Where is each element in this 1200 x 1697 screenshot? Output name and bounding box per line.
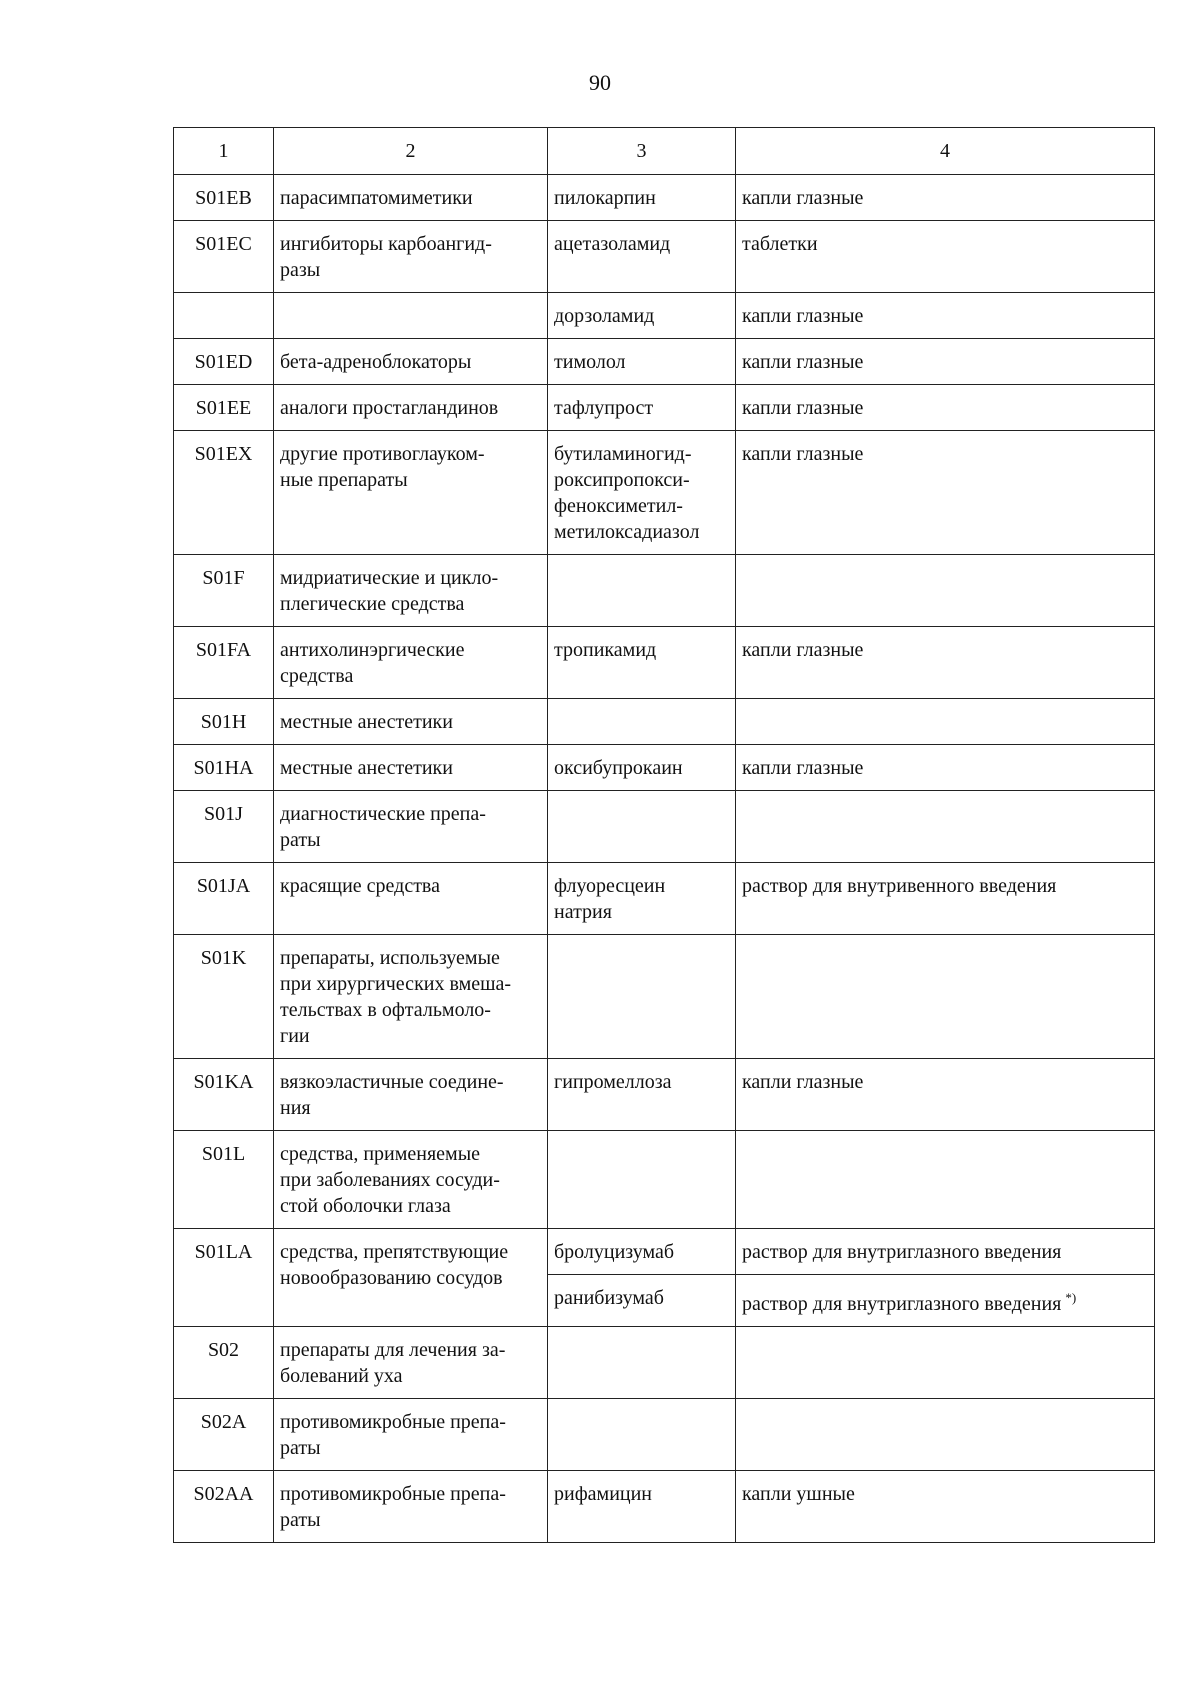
drug-line: феноксиметил- [554, 495, 683, 517]
drug-cell [548, 431, 736, 555]
drug-cell: бролуцизумаб [548, 1229, 736, 1275]
form-cell: таблетки [736, 221, 1155, 293]
form-cell [736, 1131, 1155, 1229]
group-line: бета-адреноблокаторы [280, 351, 472, 373]
form-cell: капли глазные [736, 339, 1155, 385]
form-cell [736, 1399, 1155, 1471]
form-cell: капли глазные [736, 431, 1155, 555]
group-line: препараты для лечения за- [280, 1339, 506, 1361]
table-row [174, 699, 1155, 745]
table-row [174, 1229, 1155, 1275]
group-line: аналоги простагландинов [280, 397, 499, 419]
group-line: диагностические препа- [280, 803, 486, 825]
group-line: противомикробные препа- [280, 1483, 506, 1505]
table-row [174, 1399, 1155, 1471]
group-line: гии [280, 1025, 310, 1047]
group-cell [274, 293, 548, 339]
group-cell [274, 339, 548, 385]
group-line: плегические средства [280, 593, 465, 615]
drug-cell [548, 1327, 736, 1399]
form-cell: капли ушные [736, 1471, 1155, 1543]
group-cell [274, 935, 548, 1059]
drug-line: дорзоламид [554, 305, 655, 327]
header-cell-1: 1 [174, 128, 274, 175]
group-line: разы [280, 259, 321, 281]
form-cell: раствор для внутривенного введения [736, 863, 1155, 935]
drug-line: рифамицин [554, 1483, 653, 1505]
group-line: другие противоглауком- [280, 443, 485, 465]
drug-line: роксипропокси- [554, 469, 690, 491]
form-cell [736, 555, 1155, 627]
group-line: местные анестетики [280, 711, 453, 733]
code-cell: S01FA [174, 627, 274, 699]
form-cell [736, 1327, 1155, 1399]
code-cell: S01ED [174, 339, 274, 385]
header-cell-4: 4 [736, 128, 1155, 175]
group-cell [274, 699, 548, 745]
table-row [174, 1471, 1155, 1543]
form-cell [736, 791, 1155, 863]
group-line: новообразованию сосудов [280, 1267, 503, 1289]
footnote-mark: *) [1065, 1290, 1077, 1305]
drug-table [173, 127, 1155, 1543]
group-line: ния [280, 1097, 311, 1119]
group-cell [274, 1059, 548, 1131]
table-row [174, 791, 1155, 863]
group-cell [274, 385, 548, 431]
group-line: тельствах в офтальмоло- [280, 999, 491, 1021]
drug-line: тропикамид [554, 639, 657, 661]
table-row [174, 1327, 1155, 1399]
group-cell [274, 1327, 548, 1399]
group-line: раты [280, 1509, 321, 1531]
form-cell: капли глазные [736, 627, 1155, 699]
drug-cell [548, 1131, 736, 1229]
drug-cell [548, 627, 736, 699]
group-line: раты [280, 829, 321, 851]
table-row [174, 627, 1155, 699]
group-line: противомикробные препа- [280, 1411, 506, 1433]
group-cell [274, 627, 548, 699]
group-line: красящие средства [280, 875, 440, 897]
drug-cell: ранибизумаб [548, 1275, 736, 1327]
code-cell: S01EE [174, 385, 274, 431]
drug-line: гипромеллоза [554, 1071, 672, 1093]
group-cell [274, 431, 548, 555]
code-cell: S01J [174, 791, 274, 863]
code-cell: S01JA [174, 863, 274, 935]
table-row [174, 221, 1155, 293]
group-cell [274, 555, 548, 627]
group-cell [274, 863, 548, 935]
group-line: средства, препятствующие [280, 1241, 509, 1263]
code-cell: S01KA [174, 1059, 274, 1131]
drug-cell [548, 1399, 736, 1471]
drug-line: бутиламиногид- [554, 443, 692, 465]
code-cell: S01K [174, 935, 274, 1059]
drug-cell [548, 221, 736, 293]
table-row [174, 1059, 1155, 1131]
form-cell: капли глазные [736, 745, 1155, 791]
form-cell [736, 699, 1155, 745]
group-line: ингибиторы карбоангид- [280, 233, 492, 255]
form-text: раствор для внутриглазного введения [742, 1293, 1062, 1315]
drug-cell [548, 1471, 736, 1543]
drug-cell [548, 555, 736, 627]
table-body [174, 128, 1155, 1543]
code-cell: S01HA [174, 745, 274, 791]
drug-cell [548, 1059, 736, 1131]
drug-cell [548, 385, 736, 431]
group-cell [274, 1399, 548, 1471]
group-line: местные анестетики [280, 757, 453, 779]
table-row [174, 175, 1155, 221]
group-line: мидриатические и цикло- [280, 567, 499, 589]
table-row [174, 385, 1155, 431]
group-cell [274, 1229, 548, 1327]
header-cell-3: 3 [548, 128, 736, 175]
code-cell: S01H [174, 699, 274, 745]
table-row [174, 1131, 1155, 1229]
table-row [174, 339, 1155, 385]
drug-line: флуоресцеин [554, 875, 666, 897]
code-cell: S01EB [174, 175, 274, 221]
form-cell: капли глазные [736, 293, 1155, 339]
table-row [174, 745, 1155, 791]
drug-line: натрия [554, 901, 612, 923]
code-cell: S01EX [174, 431, 274, 555]
drug-cell [548, 293, 736, 339]
drug-line: оксибупрокаин [554, 757, 683, 779]
group-line: препараты, используемые [280, 947, 500, 969]
group-line: парасимпатомиметики [280, 187, 473, 209]
drug-cell [548, 175, 736, 221]
form-cell: капли глазные [736, 385, 1155, 431]
form-cell: раствор для внутриглазного введения [736, 1229, 1155, 1275]
group-line: средства, применяемые [280, 1143, 481, 1165]
drug-cell [548, 699, 736, 745]
code-cell: S01LA [174, 1229, 274, 1327]
table-row [174, 555, 1155, 627]
code-cell: S01F [174, 555, 274, 627]
group-cell [274, 1471, 548, 1543]
form-cell: капли глазные [736, 175, 1155, 221]
table-row [174, 431, 1155, 555]
page-number: 90 [589, 70, 611, 95]
group-line: раты [280, 1437, 321, 1459]
code-cell: S02 [174, 1327, 274, 1399]
drug-line: тафлупрост [554, 397, 654, 419]
table-row [174, 935, 1155, 1059]
code-cell: S01EC [174, 221, 274, 293]
drug-cell [548, 863, 736, 935]
form-cell [736, 935, 1155, 1059]
drug-cell [548, 339, 736, 385]
group-line: стой оболочки глаза [280, 1195, 451, 1217]
drug-cell [548, 791, 736, 863]
group-line: болеваний уха [280, 1365, 403, 1387]
group-line: при хирургических вмеша- [280, 973, 512, 995]
group-line: антихолинэргические [280, 639, 465, 661]
group-cell [274, 745, 548, 791]
group-cell [274, 1131, 548, 1229]
code-cell: S02A [174, 1399, 274, 1471]
group-cell [274, 175, 548, 221]
group-line: ные препараты [280, 469, 408, 491]
group-cell [274, 791, 548, 863]
header-cell-2: 2 [274, 128, 548, 175]
drug-line: метилоксадиазол [554, 521, 700, 543]
group-line: средства [280, 665, 354, 687]
drug-line: пилокарпин [554, 187, 656, 209]
group-cell [274, 221, 548, 293]
drug-line: тимолол [554, 351, 626, 373]
header-row [174, 128, 1155, 175]
group-line: вязкоэластичные соедине- [280, 1071, 504, 1093]
group-line: при заболеваниях сосуди- [280, 1169, 500, 1191]
code-cell [174, 293, 274, 339]
form-cell: капли глазные [736, 1059, 1155, 1131]
code-cell: S01L [174, 1131, 274, 1229]
drug-cell [548, 745, 736, 791]
form-cell [736, 1275, 1155, 1327]
drug-line: ацетазоламид [554, 233, 671, 255]
drug-cell [548, 935, 736, 1059]
code-cell: S02AA [174, 1471, 274, 1543]
table-row [174, 293, 1155, 339]
table-row [174, 863, 1155, 935]
